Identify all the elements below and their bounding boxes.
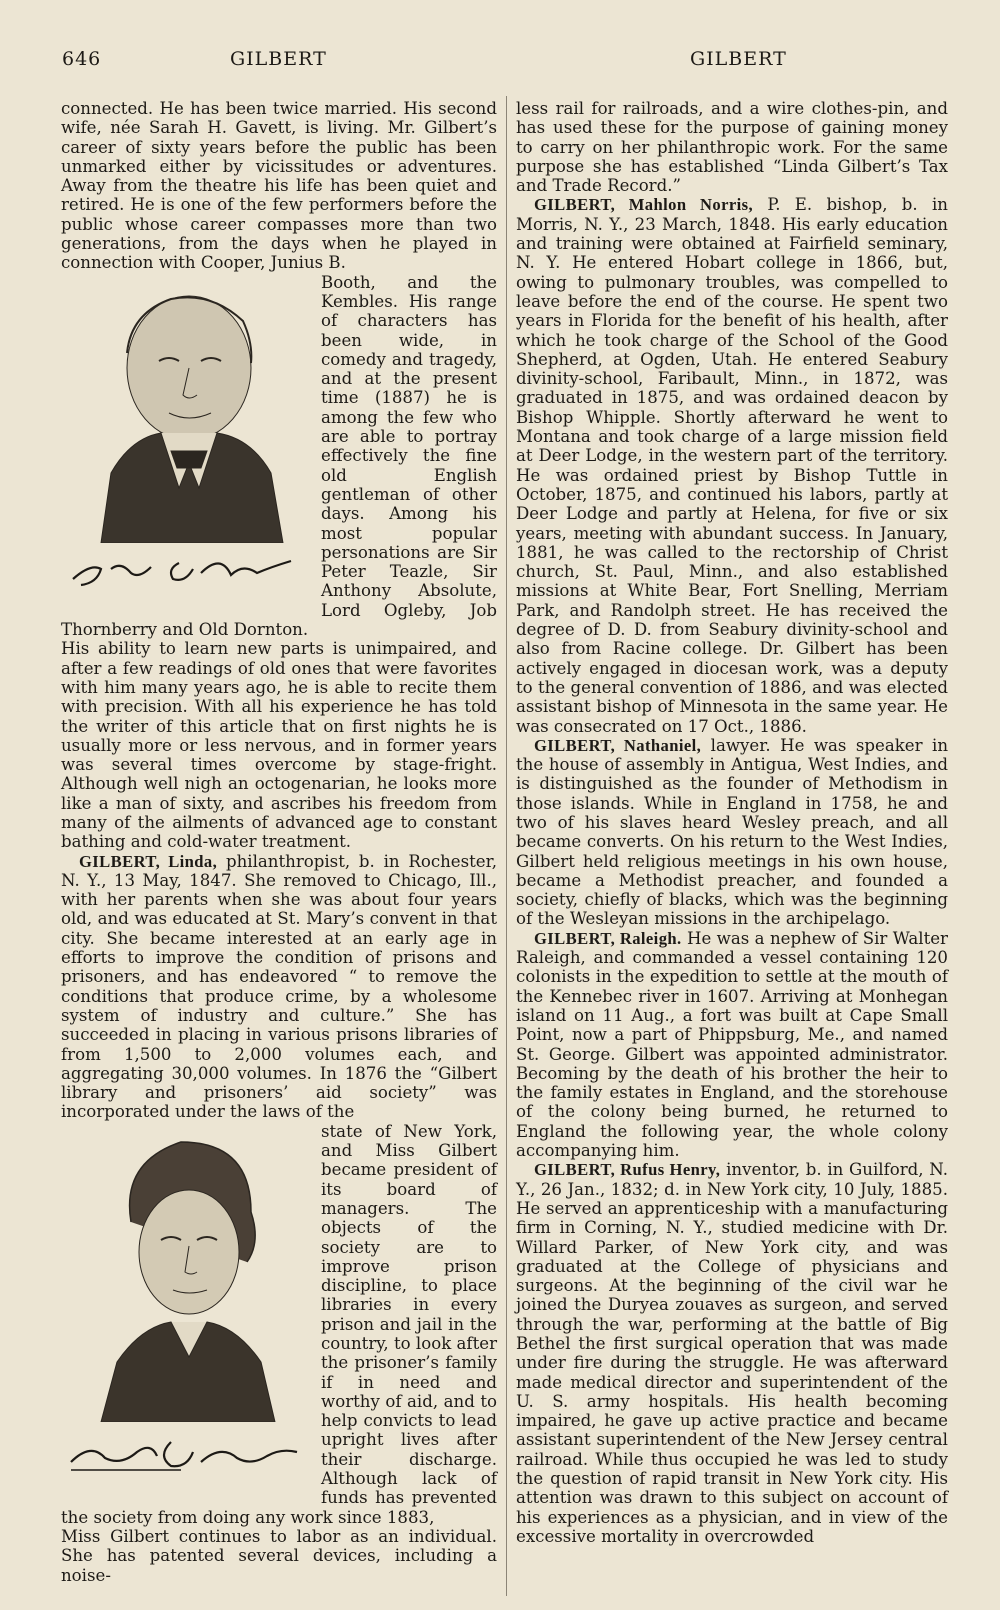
linda-gilbert-portrait	[61, 1122, 309, 1422]
john-gilbert-continued-text: connected. He has been twice married. His second wife, née Sarah H. Gavett, is living. Mr. Gilbert’s career of sixty years before the public has been unmarked either by vicissitudes or adventures. Away from the theatre his life has been quiet and retired. He is one of the few performers before the public whose career compasses more than two generations, from the days when he played in connection with Cooper, Junius B.	[61, 99, 497, 273]
linda-gilbert-closing-text: Miss Gilbert continues to labor as an individual. She has patented several devices, including a noise-	[61, 1526, 497, 1585]
john-gilbert-wrap-text: Booth, and the Kembles. His range of characters has been wide, in comedy and tragedy, and at the present time (1887) he is among the few who are able to portray effectively the fine old English gentleman of other days. Among his most popular personations are Sir Peter Teazle, Sir Anthony Absolute, Lord Ogleby, Job Thornberry and Old Dornton.	[61, 272, 497, 640]
linda-gilbert-figure	[61, 1122, 313, 1500]
linda-gilbert-heading: GILBERT, Linda,	[79, 851, 218, 871]
nathaniel-gilbert-heading: GILBERT, Nathaniel,	[534, 735, 702, 755]
john-gilbert-closing-text: His ability to learn new parts is unimpaired, and after a few readings of old ones that were favorites with him many years ago, he is able to recite them with precision. With all his experience he has told the writer of this article that on first nights he is usually more or less nervous, and in former years was several times overcome by stage-fright. Although well nigh an octogenarian, he looks more like a man of sixty, and ascribes his freedom from many of the ailments of advanced age to constant bathing and cold-water treatment.	[61, 639, 497, 852]
linda-gilbert-wrap-text: state of New York, and Miss Gilbert became president of its board of managers. The objects of the society are to improve prison discipline, to place libraries in every prison and jail in the country, to look after the prisoner’s family if in need and worthy of aid, and to help convicts to lead upright lives after their discharge. Although lack of funds has prevented the society from doing any work since 1883,	[61, 1121, 497, 1527]
john-gilbert-figure	[61, 273, 313, 613]
raleigh-gilbert-heading: GILBERT, Raleigh.	[534, 928, 682, 948]
linda-gilbert-signature	[61, 1422, 309, 1482]
left-column	[61, 99, 497, 1585]
mahlon-norris-gilbert-text: P. E. bishop, b. in Morris, N. Y., 23 March, 1848. His early education and training were obtained at Fairfield seminary, N. Y. He entered Hobart college in 1866, but, owing to pulmonary troubles, was compelled to leave before the end of the course. He spent two years in Florida for the benefit of his health, after which he took charge of the School of the Good Shepherd, at Ogden, Utah. He entered Seabury divinity-school, Faribault, Minn., in 1872, was graduated in 1875, and was ordained deacon by Bishop Whipple. Shortly afterward he went to Montana and took charge of a large mission field at Deer Lodge, in the western part of the territory. He was ordained priest by Bishop Tuttle in October, 1875, and continued his labors, partly at Deer Lodge and partly at Helena, for five or six years, meeting with abundant success. In January, 1881, he was called to the rectorship of Christ church, St. Paul, Minn., and also established missions at White Bear, Fort Snelling, Merriam Park, and Randolph street. He has received the degree of D. D. from Seabury divinity-school and also from Racine college. Dr. Gilbert has been actively engaged in diocesan work, was a deputy to the general convention of 1886, and was elected assistant bishop of Minnesota in the same year. He was consecrated on 17 Oct., 1886.	[516, 195, 948, 736]
right-column	[516, 99, 948, 1546]
page-number: 646	[62, 48, 102, 70]
running-header	[0, 48, 1000, 78]
nathaniel-gilbert-text: lawyer. He was speaker in the house of assembly in Antigua, West Indies, and is distinguished as the founder of Methodism in those islands. While in England in 1758, he and two of his slaves heard Wesley preach, and all became converts. On his return to the West Indies, Gilbert held religious meetings in his own house, became a Methodist preacher, and founded a society, chiefly of blacks, which was the beginning of the Wesleyan missions in the archipelago.	[516, 735, 949, 929]
mahlon-norris-gilbert-heading: GILBERT, Mahlon Norris,	[534, 195, 754, 215]
entry-linda-gilbert	[61, 852, 497, 1122]
left-running-head: GILBERT	[230, 48, 327, 70]
linda-gilbert-continued-text: less rail for railroads, and a wire clothes-pin, and has used these for the purpose of gaining money to carry on her philanthropic work. For the same purpose she has established “Linda Gilbert’s Tax and Trade Record.”	[516, 99, 948, 196]
rufus-henry-gilbert-heading: GILBERT, Rufus Henry,	[534, 1160, 721, 1180]
rufus-henry-gilbert-text: inventor, b. in Guilford, N. Y., 26 Jan., 1832; d. in New York city, 10 July, 1885. He served an apprenticeship with a manufacturing firm in Corning, N. Y., studied medicine with Dr. Willard Parker, of New York city, and was graduated at the College of physicians and surgeons. At the beginning of the civil war he joined the Duryea zouaves as surgeon, and served through the war, performing at the battle of Big Bethel the first surgical operation that was made under fire during the struggle. He was afterward made medical director and superintendent of the U. S. army hospitals. His health becoming impaired, he gave up active practice and became assistant superintendent of the New Jersey central railroad. While thus occupied he was led to study the question of rapid transit in New York city. His attention was drawn to this subject on account of his experiences as a physician, and in view of the excessive mortality in overcrowded	[516, 1160, 948, 1546]
linda-gilbert-text: philanthropist, b. in Rochester, N. Y., 13 May, 1847. She removed to Chicago, Ill., with her parents when she was about four years old, and was educated at St. Mary’s convent in that city. She became interested at an early age in efforts to improve the condition of prisons and prisoners, and has endeavored “ to remove the conditions that produce crime, by a wholesome system of industry and culture.” She has succeeded in placing in various prisons libraries of from 1,500 to 2,000 volumes each, and aggregating 30,000 volumes. In 1876 the “Gilbert library and prisoners’ aid society” was incorporated under the laws of the	[61, 851, 498, 1122]
entry-raleigh-gilbert	[516, 929, 948, 1161]
entry-nathaniel-gilbert	[516, 736, 948, 929]
john-gilbert-signature	[61, 543, 309, 593]
column-divider	[506, 96, 507, 1596]
entry-mahlon-norris-gilbert	[516, 195, 948, 735]
right-running-head: GILBERT	[690, 48, 787, 70]
raleigh-gilbert-text: He was a nephew of Sir Walter Raleigh, and commanded a vessel containing 120 colonists in the expedition to settle at the mouth of the Kennebec river in 1607. Arriving at Monhegan island on 11 Aug., a fort was built at Cape Small Point, now a part of Phippsburg, Me., and named St. George. Gilbert was appointed administrator. Becoming by the death of his brother the heir to the family estates in England, and the storehouse of the colony being burned, he returned to England the following year, the whole colony accompanying him.	[516, 928, 948, 1161]
john-gilbert-portrait	[61, 273, 309, 543]
entry-rufus-henry-gilbert	[516, 1160, 948, 1546]
